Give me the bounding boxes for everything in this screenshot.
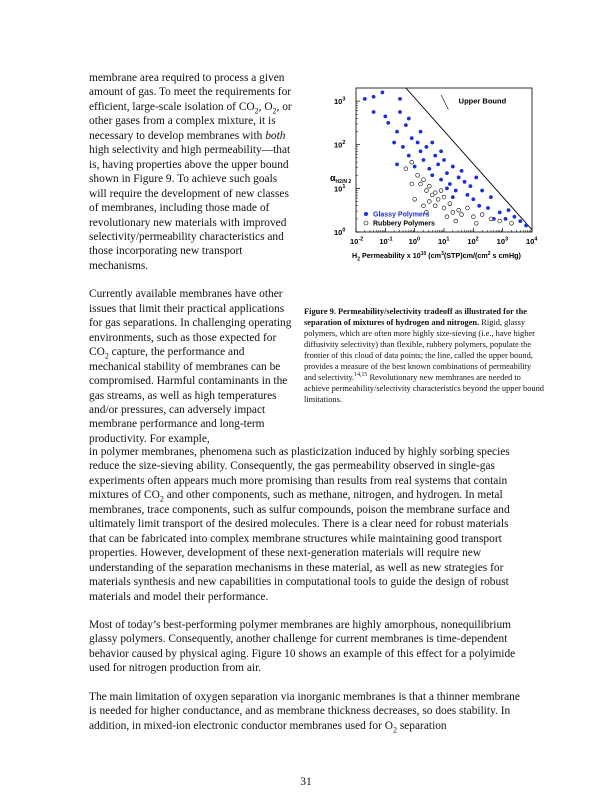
- rubbery-polymer-point: [422, 204, 426, 208]
- rubbery-polymer-point: [448, 202, 452, 206]
- glassy-polymer-point: [439, 178, 443, 182]
- glassy-polymer-point: [445, 171, 449, 175]
- x-tick-exponent: -2: [358, 236, 364, 243]
- figure-9-chart: [300, 80, 540, 280]
- glassy-polymer-point: [504, 217, 508, 221]
- x-tick-label: $10^2$: [467, 236, 479, 246]
- emphasis: both: [265, 129, 286, 142]
- glassy-polymer-point: [433, 154, 437, 158]
- glassy-polymer-point: [489, 195, 493, 199]
- rubbery-polymer-point: [427, 200, 431, 204]
- x-tick-label: $10^4$: [526, 236, 538, 246]
- glassy-polymer-point: [430, 173, 434, 177]
- glassy-polymer-point: [401, 145, 405, 149]
- glassy-polymer-point: [486, 206, 490, 210]
- text-run: capture, the performance and mechanical stability of membranes can be compromised. Harmful contaminants in the gas streams, as well as high temperatures and/or pressures, can adversely impact membrane performance and long-term productivity. For example,: [89, 346, 288, 445]
- rubbery-polymer-point: [498, 219, 502, 223]
- x-tick-label: $10^0$: [408, 236, 421, 246]
- paragraph-plasticization: [89, 445, 521, 604]
- y-tick-label: $10^2$: [334, 140, 346, 150]
- rubbery-polymer-point: [433, 204, 437, 208]
- glassy-polymer-point: [463, 180, 467, 184]
- page-number: 31: [300, 776, 312, 788]
- y-tick-label: $10^0$: [334, 227, 346, 237]
- glassy-polymer-point: [416, 141, 420, 145]
- x-tick-exponent: -1: [387, 236, 393, 243]
- glassy-polymer-point: [445, 186, 449, 190]
- rubbery-polymer-point: [442, 195, 446, 199]
- rubbery-polymer-point: [460, 213, 464, 217]
- glassy-polymer-point: [419, 149, 423, 153]
- glassy-polymer-point: [469, 184, 473, 188]
- rubbery-polymer-point: [413, 197, 417, 201]
- glassy-polymer-point: [498, 210, 502, 214]
- rubbery-polymer-point: [451, 210, 455, 214]
- text-run: membrane area required to process a given amount of gas. To meet the requirements for efficient, large-scale isolation of CO: [89, 72, 292, 113]
- y-tick-exponent: 2: [342, 140, 346, 147]
- legend-marker-rubbery: [364, 221, 368, 225]
- subscript: 2: [254, 106, 259, 116]
- rubbery-polymer-point: [433, 191, 437, 195]
- x-axis-label-subscript: 2: [357, 256, 360, 263]
- glassy-polymer-point: [413, 165, 417, 169]
- glassy-polymer-point: [419, 130, 423, 134]
- text-run: The main limitation of oxygen separation via inorganic membranes is that a thinner membrane is needed for higher conductance, and as membrane thickness decreases, so does stability. In addition, in mixed-ion electronic conductor membranes used for O: [89, 690, 520, 732]
- glassy-polymer-point: [451, 195, 455, 199]
- glassy-polymer-point: [436, 162, 440, 166]
- caption-citation: 14,15: [354, 372, 368, 379]
- x-tick-exponent: 1: [446, 236, 450, 243]
- y-tick-exponent: 1: [342, 183, 346, 190]
- rubbery-polymer-point: [445, 215, 449, 219]
- glassy-polymer-point: [392, 141, 396, 145]
- x-axis-label-units-superscript: 2: [487, 251, 491, 257]
- x-tick-exponent: 3: [505, 236, 509, 243]
- x-axis-label-units: (cm: [426, 251, 442, 260]
- x-axis-label-units-superscript: 3: [441, 251, 444, 257]
- y-tick-exponent: 0: [342, 227, 346, 234]
- rubbery-polymer-point: [489, 217, 493, 221]
- paragraph-membrane-requirements: [89, 71, 296, 273]
- legend-label-rubbery: Rubbery Polymers: [373, 220, 435, 228]
- figure-9-caption: [304, 306, 544, 405]
- glassy-polymer-point: [513, 215, 517, 219]
- rubbery-polymer-point: [419, 182, 423, 186]
- text-run: in polymer membranes, phenomena such as plasticization induced by highly sorbing species reduce the size-sieving ability. Consequently, the gas permeability observed in single-gas experiments often appears much more promising than results from real systems that contain mixtures of CO: [89, 446, 510, 502]
- x-tick-exponent: 4: [534, 236, 538, 243]
- rubbery-polymer-point: [410, 182, 414, 186]
- glassy-polymer-point: [507, 208, 511, 212]
- x-axis-label-superscript: 10: [420, 251, 427, 257]
- caption-text: Revolutionary new membranes are needed to achieve permeability/selectivity characteristics beyond the upper bound limitations.: [304, 373, 544, 404]
- rubbery-polymer-point: [454, 219, 458, 223]
- rubbery-polymer-point: [466, 206, 470, 210]
- rubbery-polymer-point: [425, 189, 429, 193]
- glassy-polymer-point: [425, 145, 429, 149]
- glassy-polymer-point: [381, 90, 385, 94]
- y-axis-label: $\alpha_{H2/N 2}$: [330, 173, 352, 185]
- full-width-text: [89, 445, 521, 733]
- glassy-polymer-point: [448, 182, 452, 186]
- glassy-polymer-point: [466, 193, 470, 197]
- caption-text: Rigid, glassy polymers, which are often more highly size-sieving (i.e., have higher diffusivity selectivity) than flexible, rubbery polymers, populate the frontier of this cloud of data points; the line, called the upper bound, provides a measure of the best known combinations of permeability and selectivity.: [304, 318, 535, 382]
- subscript: 2: [392, 724, 397, 734]
- x-axis-label: $H_2$ Permeability x $10^{10}$ ($cm^3(STP)cm/(cm^2$ s cmHg): [352, 251, 521, 263]
- glassy-polymer-point: [457, 176, 461, 180]
- glassy-polymer-point: [471, 197, 475, 201]
- rubbery-polymer-point: [427, 184, 431, 188]
- paragraph-oxygen-separation: [89, 690, 521, 733]
- glassy-polymer-point: [460, 169, 464, 173]
- glassy-polymer-point: [454, 189, 458, 193]
- upper-bound-leader: [441, 95, 448, 110]
- text-run: and other components, such as methane, nitrogen, and hydrogen. In metal membranes, trace components, such as sulfur compounds, poison the membrane surface and ultimately limit transport of the desired molecules. There is a clear need for robust materials that can be fabricated into complex membrane structures while maintaining good transport properties. However, development of these next-generation materials will require new understanding of the separation mechanisms in these material, as well as new strategies for materials synthesis and new capabilities in computational tools to guide the design of robust materials and model their performance.: [89, 489, 510, 603]
- text-run: Currently available membranes have other issues that limit their practical applications for gas separations. In challenging operating environments, such as those expected for CO: [89, 288, 292, 359]
- y-tick-label: $10^3$: [334, 96, 346, 107]
- glassy-polymer-point: [427, 167, 431, 171]
- x-tick-exponent: 0: [417, 236, 421, 243]
- x-axis-label-units: s cmHg): [490, 251, 521, 260]
- x-tick-label: $10^{-1}$: [379, 236, 393, 246]
- y-tick-label: $10^1$: [334, 183, 346, 194]
- upper-bound-label: Upper Bound: [458, 96, 507, 106]
- rubbery-polymer-point: [442, 206, 446, 210]
- text-run: , or other gases from a complex mixture, it is necessary to develop membranes with: [89, 100, 292, 142]
- rubbery-polymer-point: [457, 208, 461, 212]
- glassy-polymer-point: [480, 189, 484, 193]
- x-tick-exponent: 2: [475, 236, 479, 243]
- paragraph-physical-aging: Most of today’s best-performing polymer membranes are highly amorphous, nonequilibrium glassy polymers. Consequently, another challenge for current membranes is time-dependent behavior caused by physical aging. Figure 10 shows an example of this effect for a polyimide used for nitrogen production from air.: [89, 618, 516, 675]
- caption-title: Figure 9. Permeability/selectivity tradeoff as illustrated for the separation of mixtures of hydrogen and nitrogen.: [304, 307, 527, 327]
- glassy-polymer-point: [372, 95, 376, 99]
- rubbery-polymer-point: [480, 213, 484, 217]
- rubbery-polymer-point: [416, 173, 420, 177]
- paragraph-current-issues: [89, 287, 296, 446]
- glassy-polymer-point: [474, 176, 478, 180]
- legend-marker-glassy: [364, 212, 368, 216]
- rubbery-polymer-point: [404, 167, 408, 171]
- rubbery-polymer-point: [471, 215, 475, 219]
- rubbery-polymer-point: [510, 221, 514, 225]
- glassy-polymer-point: [524, 224, 528, 228]
- glassy-polymer-point: [404, 123, 408, 127]
- subscript: 2: [159, 494, 164, 504]
- subscript: 2: [272, 106, 277, 116]
- glassy-polymer-point: [395, 130, 399, 134]
- x-axis-label-units: (STP)cm/(cm: [443, 251, 488, 260]
- glassy-polymer-point: [410, 136, 414, 140]
- glassy-polymer-point: [451, 165, 455, 169]
- glassy-polymer-point: [407, 154, 411, 158]
- text-run: , O: [258, 100, 273, 113]
- rubbery-polymer-point: [422, 178, 426, 182]
- glassy-polymer-point: [398, 97, 402, 101]
- plot-area: [330, 88, 538, 263]
- text-run: separation: [396, 719, 447, 732]
- glassy-polymer-point: [395, 162, 399, 166]
- glassy-polymer-point: [383, 114, 387, 118]
- glassy-polymer-point: [442, 158, 446, 162]
- x-tick-label: $10^3$: [496, 236, 509, 246]
- rubbery-polymer-point: [410, 160, 414, 164]
- x-tick-label: $10^1$: [438, 236, 450, 246]
- x-axis-label-text: Permeability x 10: [359, 251, 421, 260]
- glassy-polymer-point: [430, 141, 434, 145]
- glassy-polymer-point: [439, 149, 443, 153]
- x-tick-label: $10^{-2}$: [350, 236, 364, 246]
- glassy-polymer-point: [372, 110, 376, 114]
- text-run: high selectivity and high permeability—that is, having properties above the upper bound shown in Figure 9. To achieve such goals will require the development of new classes of membranes, including those made of revolutionary new materials with improved selectivity/permeability characteristics and those incorporating new transport mechanisms.: [89, 144, 291, 272]
- y-axis-label-subscript: H2/N 2: [335, 179, 352, 185]
- rubbery-polymer-point: [474, 221, 478, 225]
- subscript: 2: [104, 351, 109, 361]
- rubbery-polymer-point: [436, 197, 440, 201]
- rubbery-polymer-point: [439, 189, 443, 193]
- glassy-polymer-point: [363, 97, 367, 101]
- legend-label-glassy: Glassy Polymers: [373, 211, 430, 219]
- left-column-text: [89, 71, 296, 446]
- glassy-polymer-point: [398, 110, 402, 114]
- glassy-polymer-point: [477, 204, 481, 208]
- glassy-polymer-point: [386, 121, 390, 125]
- glassy-polymer-point: [407, 117, 411, 121]
- glassy-polymer-point: [518, 219, 522, 223]
- y-tick-exponent: 3: [342, 96, 346, 103]
- glassy-polymer-point: [422, 158, 426, 162]
